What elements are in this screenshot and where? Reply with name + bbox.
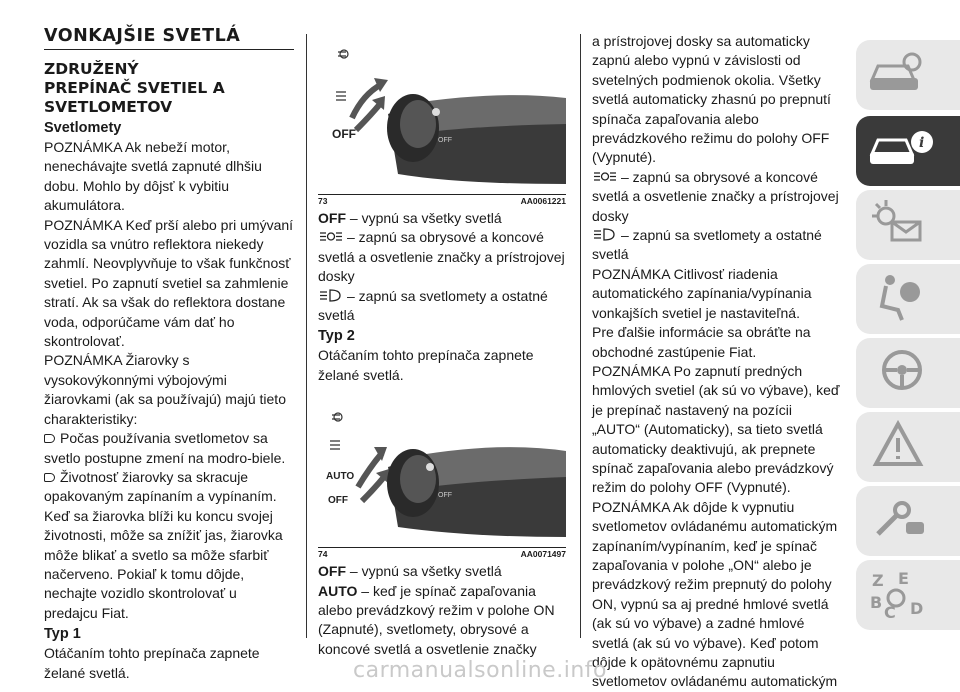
section-title: VONKAJŠIE SVETLÁ [44, 26, 241, 46]
subsection-title-line: SVETLOMETOV [44, 98, 173, 116]
paragraph: Otáčaním tohto prepínača zapnete želané svetlá. [44, 645, 260, 681]
label-off-text: OFF [318, 563, 346, 580]
figure-number: 74 [318, 549, 328, 560]
svg-text:D: D [910, 599, 924, 618]
car-info-icon [868, 122, 938, 178]
figure-caption [318, 194, 566, 206]
tab-safety[interactable] [856, 264, 960, 334]
figure-code: AA0071497 [520, 549, 566, 560]
wrench-car-icon [868, 492, 928, 548]
figure-code: AA0061221 [520, 196, 566, 206]
subsection-title [44, 60, 294, 117]
tab-car-info-active[interactable] [856, 116, 960, 186]
note-paragraph: POZNÁMKA Ak nebeží motor, nenechávajte svetlá zapnuté dlhšiu dobu. Mohlo by dôjsť k vybitiu akumulátora. [44, 139, 262, 214]
text: – vypnú sa všetky svetlá [346, 210, 502, 226]
bullet-item: Počas používania svetlometov sa svetlo postupne zmení na modro-biele. [44, 429, 294, 468]
paragraph-parking [318, 228, 566, 286]
subsection-title-line: ZDRUŽENÝ [44, 60, 139, 78]
figure-73 [318, 34, 566, 194]
tab-maintenance[interactable] [856, 486, 960, 556]
note-paragraph: POZNÁMKA Ak dôjde k vypnutiu svetlometov ovládanému automatickým zapínaním/vypínaním, keď je spínač zapaľovania v polohe „ON“ alebo je prevádzkový režim prepnutý do polohy ON, vypnú sa aj predné hmlové svetlá (ak sú vo výbave) a zadné hmlové svetlá (ak sú vo výbave). Keď potom dôjde k opätovnému zapnutiu svetlometov ovládanému automatickým [592, 498, 838, 690]
note-paragraph: POZNÁMKA Keď prší alebo pri umývaní vozidla sa vnútro reflektora niekedy zahmlí. Neovplyvňuje to však funkčnosť svetiel. Po zapnutí svetiel sa zahmlenie stratí. Ak sa však do reflektora dostane voda, odporúčame vám dať ho skontrolovať. [44, 216, 294, 350]
text: – zapnú sa obrysové a koncové svetlá a osvetlenie značky a prístrojovej dosky [318, 229, 565, 285]
paragraph-headlights [592, 226, 842, 265]
column-divider [306, 34, 307, 638]
paragraph: Pre ďalšie informácie sa obráťte na obchodné zastúpenie Fiat. [592, 324, 811, 360]
steering-wheel-icon [868, 344, 928, 400]
figure-number: 73 [318, 196, 328, 206]
alphabet-index-icon [868, 566, 928, 622]
warning-triangle-icon [868, 418, 928, 474]
paragraph: Otáčaním tohto prepínača zapnete želané svetlá. [318, 347, 534, 383]
note-paragraph: POZNÁMKA Po zapnutí predných hmlových svetiel (ak sú vo výbave), keď je prepínač nastavený na pozícii „AUTO“ (Automaticky), sa tieto svetlá automaticky deaktivujú, ak prepnete spínač zapaľovania alebo prevádzkový režim do polohy OFF (Vypnuté). [592, 362, 840, 496]
svg-text:OFF: OFF [438, 137, 452, 144]
title-rule [44, 49, 294, 50]
parking-lights-icon [318, 230, 344, 243]
text: – keď je spínač zapaľovania alebo prevádzkový režim v polohe ON (Zapnuté), svetlomety, obrysové a koncové svetlá a osvetlenie značky [318, 582, 555, 657]
watermark: carmanualsonline.info [353, 658, 607, 683]
svg-text:Z: Z [872, 571, 884, 590]
subsection-title-line: PREPÍNAČ SVETIEL A [44, 79, 225, 97]
bullet-item: Životnosť žiarovky sa skracuje opakovaným zapínaním a vypínaním. Keď sa žiarovka blíži ku koncu svojej životnosti, môže sa znížiť jas, žiarovka môže blikať a svetlo sa môže sfarbiť načerveno. Pokiaľ k tomu dôjde, nechajte vozidlo skontrolovať u predajcu Fiat. [44, 468, 294, 623]
note-paragraph: POZNÁMKA Žiarovky s vysokovýkonnými výbojovými žiarovkami (ak sa používajú) majú tieto charakteristiky: [44, 352, 286, 427]
svg-text:B: B [870, 593, 883, 612]
text: – zapnú sa obrysové a koncové svetlá a osvetlenie značky a prístrojovej dosky [592, 168, 839, 224]
figure-caption [318, 547, 566, 559]
column-divider [580, 34, 581, 638]
label-auto: AUTO [326, 471, 355, 483]
paragraph-off [318, 209, 566, 228]
figure-74 [318, 397, 566, 547]
label-off: OFF [328, 495, 348, 507]
note-paragraph: POZNÁMKA Citlivosť riadenia automatického zapínania/vypínania vonkajších svetiel je nastaviteľná. [592, 265, 812, 321]
svg-text:E: E [898, 569, 909, 588]
label-auto-text: AUTO [318, 582, 358, 599]
svg-text:i: i [919, 135, 925, 151]
airbag-seat-icon [868, 270, 928, 326]
paragraph-auto [318, 582, 566, 660]
headlights-icon [318, 289, 344, 302]
paragraph: a prístrojovej dosky sa automaticky zapnú alebo vypnú v závislosti od svetelných podmienok okolia. Všetky svetlá automaticky zhasnú po prepnutí spínača zapaľovania alebo prevádzkového režimu do polohy OFF (Vypnuté). [592, 33, 831, 166]
text: – zapnú sa svetlomety a ostatné svetlá [318, 287, 548, 324]
car-search-icon [868, 46, 928, 102]
tab-car-overview[interactable] [856, 40, 960, 110]
text: – zapnú sa svetlomety a ostatné svetlá [592, 227, 822, 263]
heading-svetlomety: Svetlomety [44, 120, 122, 136]
headlights-icon [592, 228, 618, 241]
page-number: 47 [898, 650, 924, 671]
paragraph-parking [592, 168, 842, 226]
heading-typ-2: Typ 2 [318, 328, 355, 345]
label-off: OFF [332, 127, 356, 141]
tab-lights-messages[interactable] [856, 190, 960, 260]
svg-text:OFF: OFF [438, 492, 452, 500]
tab-warnings[interactable] [856, 412, 960, 482]
light-envelope-icon [868, 196, 928, 252]
text: – vypnú sa všetky svetlá [346, 563, 502, 580]
column-3 [592, 32, 842, 692]
paragraph-off [318, 562, 566, 581]
label-off-text: OFF [318, 210, 346, 226]
light-switch-auto-illustration [318, 397, 566, 547]
heading-typ-1: Typ 1 [44, 626, 81, 643]
svg-text:C: C [884, 603, 896, 622]
column-2 [318, 34, 566, 659]
parking-lights-icon [592, 170, 618, 183]
light-switch-illustration [318, 34, 566, 194]
column-1 [44, 26, 294, 683]
tab-index[interactable] [856, 560, 960, 630]
paragraph-headlights [318, 287, 566, 326]
tab-start-driving[interactable] [856, 338, 960, 408]
